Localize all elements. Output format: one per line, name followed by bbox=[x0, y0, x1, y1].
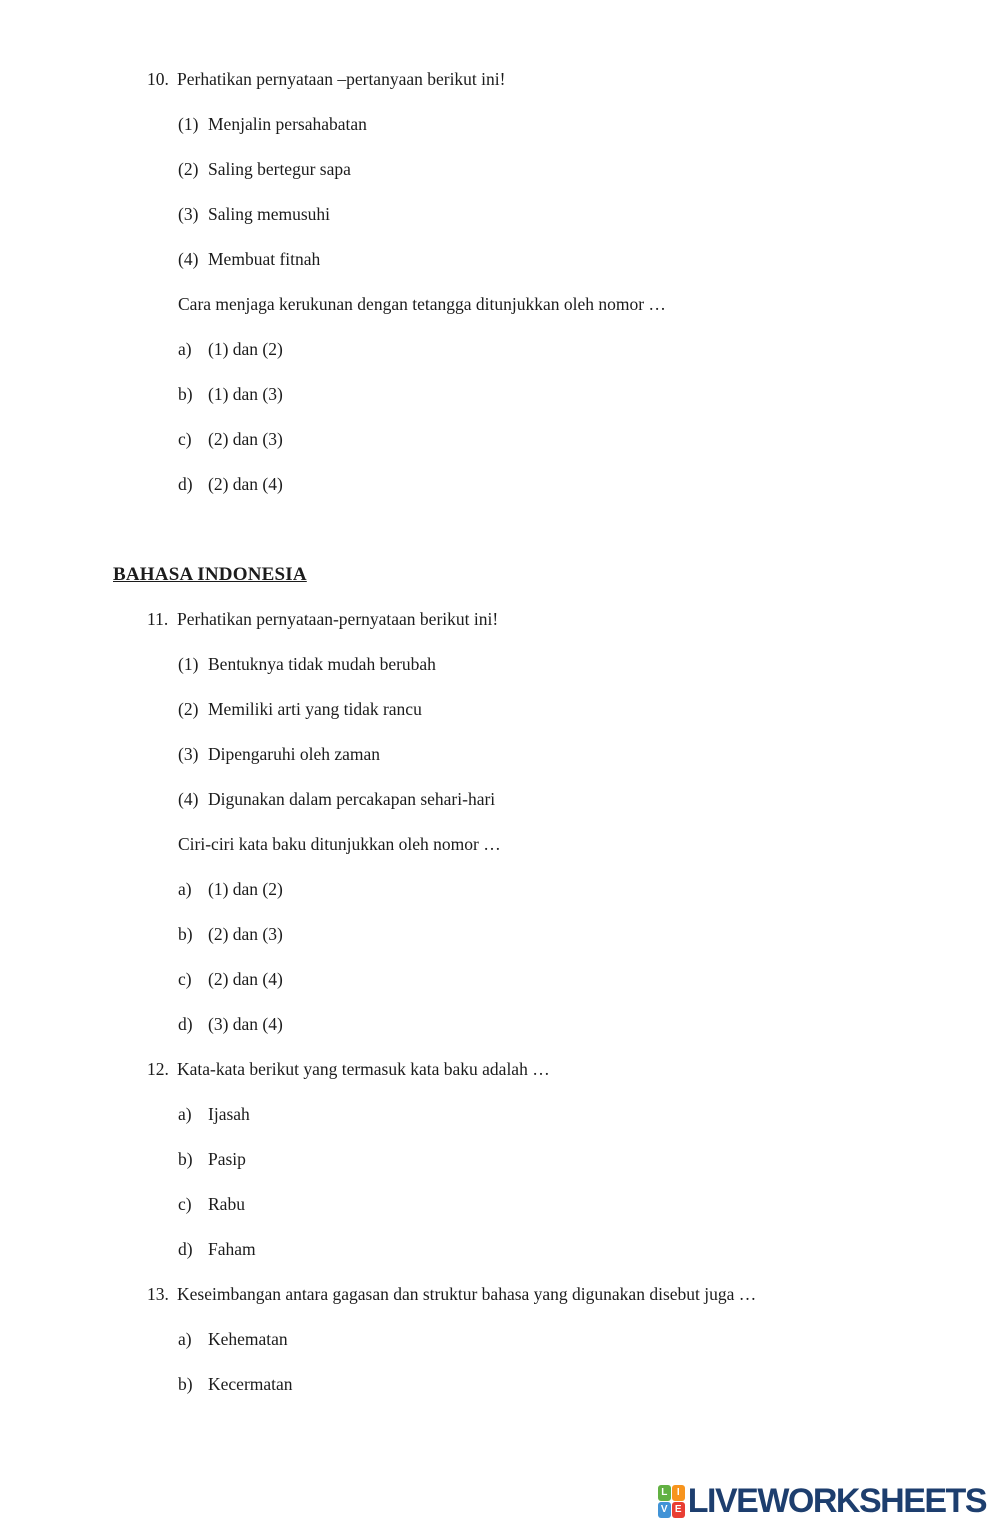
option-marker: b) bbox=[178, 384, 193, 404]
option-text: Ijasah bbox=[208, 1104, 250, 1124]
question-12-title bbox=[0, 1047, 1000, 1092]
question-11-statement-2 bbox=[0, 687, 1000, 732]
statement-marker: (2) bbox=[178, 159, 199, 179]
question-10-statement-4 bbox=[0, 237, 1000, 282]
question-13-number: 13. bbox=[147, 1284, 169, 1304]
question-10-option-a[interactable] bbox=[0, 327, 1000, 372]
option-text: (3) dan (4) bbox=[208, 1014, 283, 1034]
option-marker: d) bbox=[178, 1239, 193, 1259]
question-12-option-d[interactable] bbox=[0, 1227, 1000, 1272]
option-text: Faham bbox=[208, 1239, 256, 1259]
question-10-option-b[interactable] bbox=[0, 372, 1000, 417]
statement-text: Menjalin persahabatan bbox=[208, 114, 367, 134]
option-marker: b) bbox=[178, 1149, 193, 1169]
statement-text: Bentuknya tidak mudah berubah bbox=[208, 654, 436, 674]
question-10-statement-3 bbox=[0, 192, 1000, 237]
question-12-text: Kata-kata berikut yang termasuk kata baku adalah … bbox=[177, 1059, 550, 1079]
statement-marker: (1) bbox=[178, 654, 199, 674]
prompt-text: Ciri-ciri kata baku ditunjukkan oleh nomor … bbox=[178, 834, 501, 854]
question-11-prompt bbox=[0, 822, 1000, 867]
question-11-option-a[interactable] bbox=[0, 867, 1000, 912]
option-marker: a) bbox=[178, 339, 192, 359]
statement-marker: (3) bbox=[178, 204, 199, 224]
question-12-option-b[interactable] bbox=[0, 1137, 1000, 1182]
question-13-title bbox=[0, 1272, 1000, 1317]
option-marker: b) bbox=[178, 1374, 193, 1394]
question-13-option-b[interactable] bbox=[0, 1362, 1000, 1407]
option-text: (2) dan (4) bbox=[208, 474, 283, 494]
question-10-option-c[interactable] bbox=[0, 417, 1000, 462]
question-11-number: 11. bbox=[147, 609, 169, 629]
logo-tile-v: V bbox=[658, 1502, 671, 1518]
option-marker: a) bbox=[178, 1104, 192, 1124]
question-10-statement-2 bbox=[0, 147, 1000, 192]
option-marker: a) bbox=[178, 879, 192, 899]
question-10-statement-1 bbox=[0, 102, 1000, 147]
logo-tile-e: E bbox=[672, 1502, 685, 1518]
option-marker: a) bbox=[178, 1329, 192, 1349]
question-13-text: Keseimbangan antara gagasan dan struktur bahasa yang digunakan disebut juga … bbox=[177, 1284, 757, 1304]
question-11-text: Perhatikan pernyataan-pernyataan berikut ini! bbox=[177, 609, 499, 629]
option-marker: d) bbox=[178, 474, 193, 494]
option-text: Kehematan bbox=[208, 1329, 288, 1349]
statement-marker: (2) bbox=[178, 699, 199, 719]
statement-marker: (1) bbox=[178, 114, 199, 134]
option-marker: d) bbox=[178, 1014, 193, 1034]
option-marker: c) bbox=[178, 1194, 192, 1214]
question-12-option-c[interactable] bbox=[0, 1182, 1000, 1227]
liveworksheets-grid-icon bbox=[658, 1485, 685, 1518]
section-heading: BAHASA INDONESIA bbox=[113, 564, 307, 585]
statement-marker: (4) bbox=[178, 789, 199, 809]
question-11-title bbox=[0, 597, 1000, 642]
question-12-option-a[interactable] bbox=[0, 1092, 1000, 1137]
statement-marker: (3) bbox=[178, 744, 199, 764]
question-11-statement-3 bbox=[0, 732, 1000, 777]
option-text: Pasip bbox=[208, 1149, 246, 1169]
question-11-option-b[interactable] bbox=[0, 912, 1000, 957]
question-10-title bbox=[0, 57, 1000, 102]
brand-wordmark: LIVEWORKSHEETS bbox=[687, 1481, 986, 1520]
option-marker: c) bbox=[178, 969, 192, 989]
option-text: (2) dan (4) bbox=[208, 969, 283, 989]
question-10-option-d[interactable] bbox=[0, 462, 1000, 507]
option-marker: b) bbox=[178, 924, 193, 944]
option-text: Rabu bbox=[208, 1194, 245, 1214]
option-text: (1) dan (3) bbox=[208, 384, 283, 404]
question-11-statement-4 bbox=[0, 777, 1000, 822]
section-heading-line bbox=[0, 552, 1000, 597]
question-10-text: Perhatikan pernyataan –pertanyaan berikut ini! bbox=[177, 69, 506, 89]
liveworksheets-logo[interactable] bbox=[658, 1480, 986, 1522]
logo-tile-l: L bbox=[658, 1485, 671, 1501]
prompt-text: Cara menjaga kerukunan dengan tetangga ditunjukkan oleh nomor … bbox=[178, 294, 666, 314]
spacer bbox=[0, 507, 1000, 552]
statement-text: Saling bertegur sapa bbox=[208, 159, 351, 179]
question-12-number: 12. bbox=[147, 1059, 169, 1079]
logo-tile-i: I bbox=[672, 1485, 685, 1501]
statement-text: Membuat fitnah bbox=[208, 249, 321, 269]
question-13-option-a[interactable] bbox=[0, 1317, 1000, 1362]
option-marker: c) bbox=[178, 429, 192, 449]
statement-marker: (4) bbox=[178, 249, 199, 269]
option-text: Kecermatan bbox=[208, 1374, 293, 1394]
statement-text: Digunakan dalam percakapan sehari-hari bbox=[208, 789, 496, 809]
option-text: (2) dan (3) bbox=[208, 924, 283, 944]
question-10-number: 10. bbox=[147, 69, 169, 89]
option-text: (1) dan (2) bbox=[208, 339, 283, 359]
statement-text: Memiliki arti yang tidak rancu bbox=[208, 699, 422, 719]
statement-text: Dipengaruhi oleh zaman bbox=[208, 744, 381, 764]
question-10-prompt bbox=[0, 282, 1000, 327]
option-text: (2) dan (3) bbox=[208, 429, 283, 449]
question-11-statement-1 bbox=[0, 642, 1000, 687]
statement-text: Saling memusuhi bbox=[208, 204, 331, 224]
option-text: (1) dan (2) bbox=[208, 879, 283, 899]
question-11-option-d[interactable] bbox=[0, 1002, 1000, 1047]
question-11-option-c[interactable] bbox=[0, 957, 1000, 1002]
